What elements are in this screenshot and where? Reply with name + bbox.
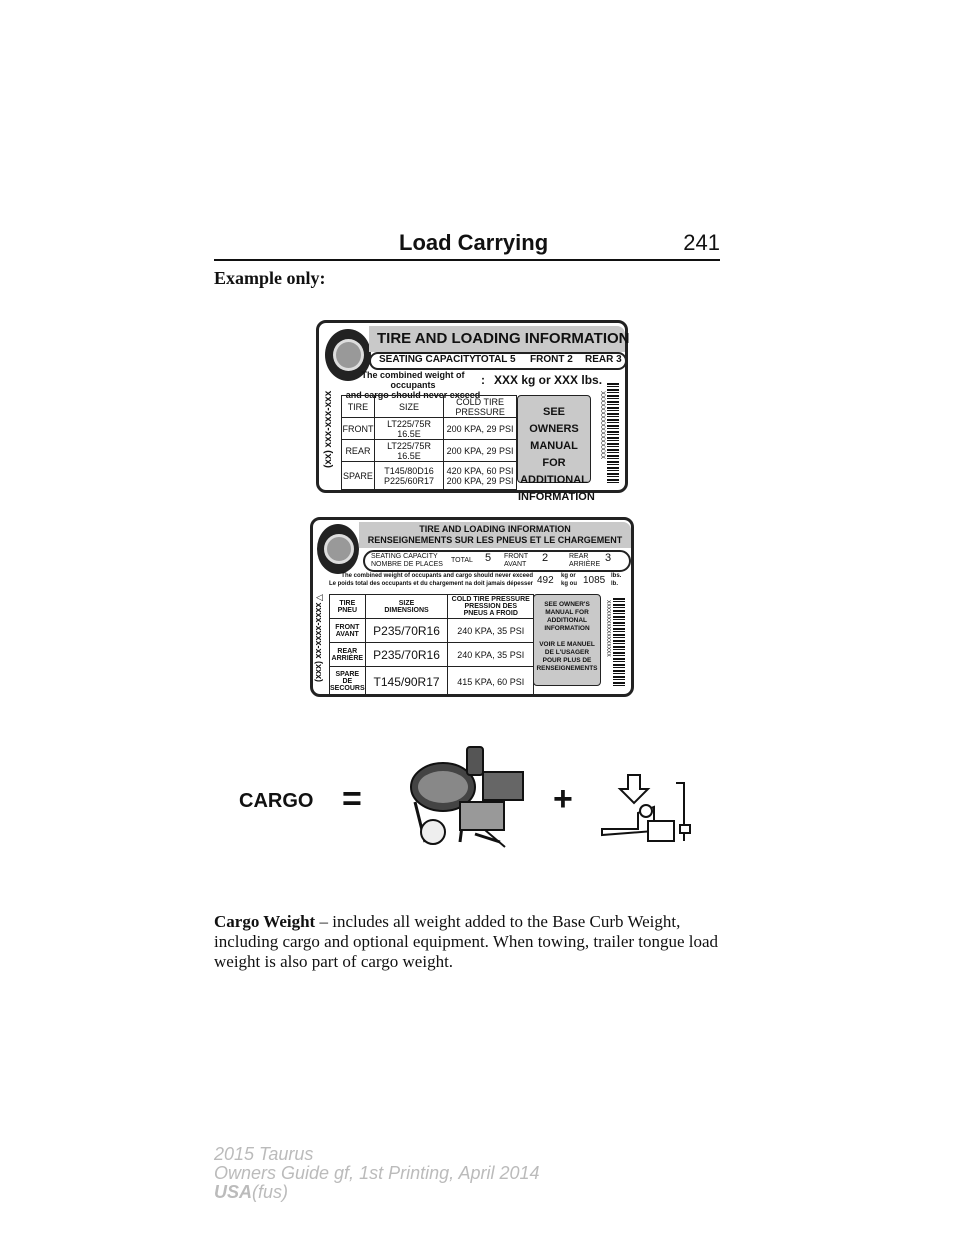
barcode-code: XXXXXXXXXXXXXXXXX (605, 600, 611, 657)
row-tire: FRONT (342, 418, 375, 440)
cargo-label: CARGO (239, 790, 314, 812)
cargo-weight-paragraph (214, 912, 724, 972)
row-tire: SPARE DE SECOURS (330, 667, 366, 697)
side-code: (xx) xxx-xxx-xxx (323, 390, 334, 468)
seating-front: FRONT 2 (530, 354, 573, 365)
row-tire: REAR ARRIÈRE (330, 643, 366, 667)
footer-line-1: 2015 Taurus (214, 1144, 314, 1164)
col-tire: TIRE PNEU (330, 595, 366, 619)
seating-total: TOTAL 5 (475, 354, 516, 365)
equals-sign: = (342, 780, 362, 818)
row-tire: FRONT AVANT (330, 619, 366, 643)
page-header (214, 230, 720, 262)
weight-kg: 492 (537, 575, 554, 586)
document-footer (214, 1145, 540, 1202)
weight-limit: XXX kg or XXX lbs. (494, 373, 603, 387)
see-owners-box: SEE OWNER'S MANUAL FOR ADDITIONAL INFORMATION VOIR LE MANUEL DE L'USAGER POUR PLUS DE RENSEIGNEMENTS (533, 594, 601, 686)
header-rule (214, 259, 720, 261)
seating-rear: 3 (605, 552, 612, 564)
row-size: LT225/75R 16.5E (374, 418, 443, 440)
combined-weight-text: The combined weight of occupants and cargo should never exceed (345, 370, 481, 400)
row-pressure: 415 KPA, 60 PSI (448, 667, 534, 697)
triangle-icon: ◁ (316, 592, 323, 602)
row-tire: SPARE (342, 462, 375, 490)
tire-icon (317, 524, 359, 574)
col-size: SIZE DIMENSIONS (365, 595, 448, 619)
see-owners-box: SEE OWNERS MANUAL FOR ADDITIONAL INFORMATION (517, 395, 591, 483)
seating-rear: REAR 3 (585, 354, 622, 365)
cargo-weight-description: – includes all weight added to the Base Curb Weight, including cargo and optional equipment. When towing, trailer tongue load weight is also part of cargo weight. (214, 912, 719, 971)
row-size: LT225/75R 16.5E (374, 440, 443, 462)
tire-table (329, 594, 534, 697)
col-pressure: COLD TIRE PRESSURE (444, 396, 517, 418)
tire-label-english (316, 320, 630, 503)
seating-total: 5 (485, 552, 492, 564)
plus-sign: + (553, 780, 573, 818)
row-size: P235/70R16 (365, 619, 448, 643)
trailer-hitch-illustration (598, 773, 694, 843)
row-pressure: 200 KPA, 29 PSI (444, 440, 517, 462)
row-pressure: 240 KPA, 35 PSI (448, 643, 534, 667)
row-size: P235/70R16 (365, 643, 448, 667)
tire-label-bilingual: TIRE AND LOADING INFORMATION RENSEIGNEMENTS SUR LES PNEUS ET LE CHARGEMENT SEATING CAPACITY NOMBRE DE PLACES TOTAL 5 FRONT AVANT 2 REAR ARRIÈRE 3 The combined weight of occupants and cargo should never exceed Le poids total des occupants et du chargement na doit jamais dépesser 492 kg or kg ou 1085 lbs. lb. (xxx) xx-xxxx-xxxx ◁ XXXXXXXXXXXXXXXXX TIRE PNEU SIZE DIMENSIONS COLD TIRE PRESSURE PRESSION DES PNEUS A FROID FRONT AVANT P235/70R16 240 KPA, 35 PSI REAR ARRIÈRE P235/70R16 240 KPA, 35 PSI SPARE DE SECOURS T145/90R17 415 KPA, 60 PSI SEE OWNER'S MANUAL FOR ADDITIONAL INFORMATION VOIR LE MANUEL DE L'USAGER POUR PLUS DE RENSEIGNEMENTS (310, 517, 634, 697)
footer-line-2: Owners Guide gf, 1st Printing, April 2014 (214, 1163, 540, 1183)
weight-lbs: 1085 (583, 575, 606, 586)
seating-front: 2 (542, 552, 549, 564)
example-caption: Example only: (214, 268, 326, 288)
label-title-en: TIRE AND LOADING INFORMATION (419, 524, 571, 534)
cargo-weight-term: Cargo Weight (214, 912, 316, 931)
col-tire: TIRE (342, 396, 375, 418)
seating-capacity-bar (369, 352, 627, 370)
row-tire: REAR (342, 440, 375, 462)
tire-table (341, 395, 517, 490)
seating-label: SEATING CAPACITY (379, 354, 476, 365)
barcode (613, 598, 625, 686)
label-title-fr: RENSEIGNEMENTS SUR LES PNEUS ET LE CHARGEMENT (367, 535, 623, 545)
label-title: TIRE AND LOADING INFORMATION (377, 330, 630, 347)
seating-capacity-bar: SEATING CAPACITY NOMBRE DE PLACES TOTAL 5 FRONT AVANT 2 REAR ARRIÈRE 3 (363, 550, 631, 572)
label-title-bar (359, 522, 631, 548)
cargo-items-illustration (405, 742, 535, 852)
colon: : (481, 373, 485, 387)
page-number: 241 (683, 230, 720, 255)
col-size: SIZE (374, 396, 443, 418)
side-code: (xxx) xx-xxxx-xxxx (313, 602, 323, 682)
barcode (607, 383, 619, 483)
combined-weight-text: The combined weight of occupants and cargo should never exceed Le poids total des occupants et du chargement na doit jamais dépesser (328, 573, 533, 587)
row-size: T145/80D16 P225/60R17 (374, 462, 443, 490)
barcode-code: XXXXXXXXXXXXXXXXX (599, 391, 605, 460)
row-pressure: 240 KPA, 35 PSI (448, 619, 534, 643)
section-title: Load Carrying (399, 230, 549, 255)
row-pressure: 420 KPA, 60 PSI 200 KPA, 29 PSI (444, 462, 517, 490)
col-pressure: COLD TIRE PRESSURE PRESSION DES PNEUS A FROID (448, 595, 534, 619)
row-pressure: 200 KPA, 29 PSI (444, 418, 517, 440)
footer-line-3: USA(fus) (214, 1182, 289, 1202)
row-size: T145/90R17 (365, 667, 448, 697)
label-title-bar (369, 326, 630, 352)
